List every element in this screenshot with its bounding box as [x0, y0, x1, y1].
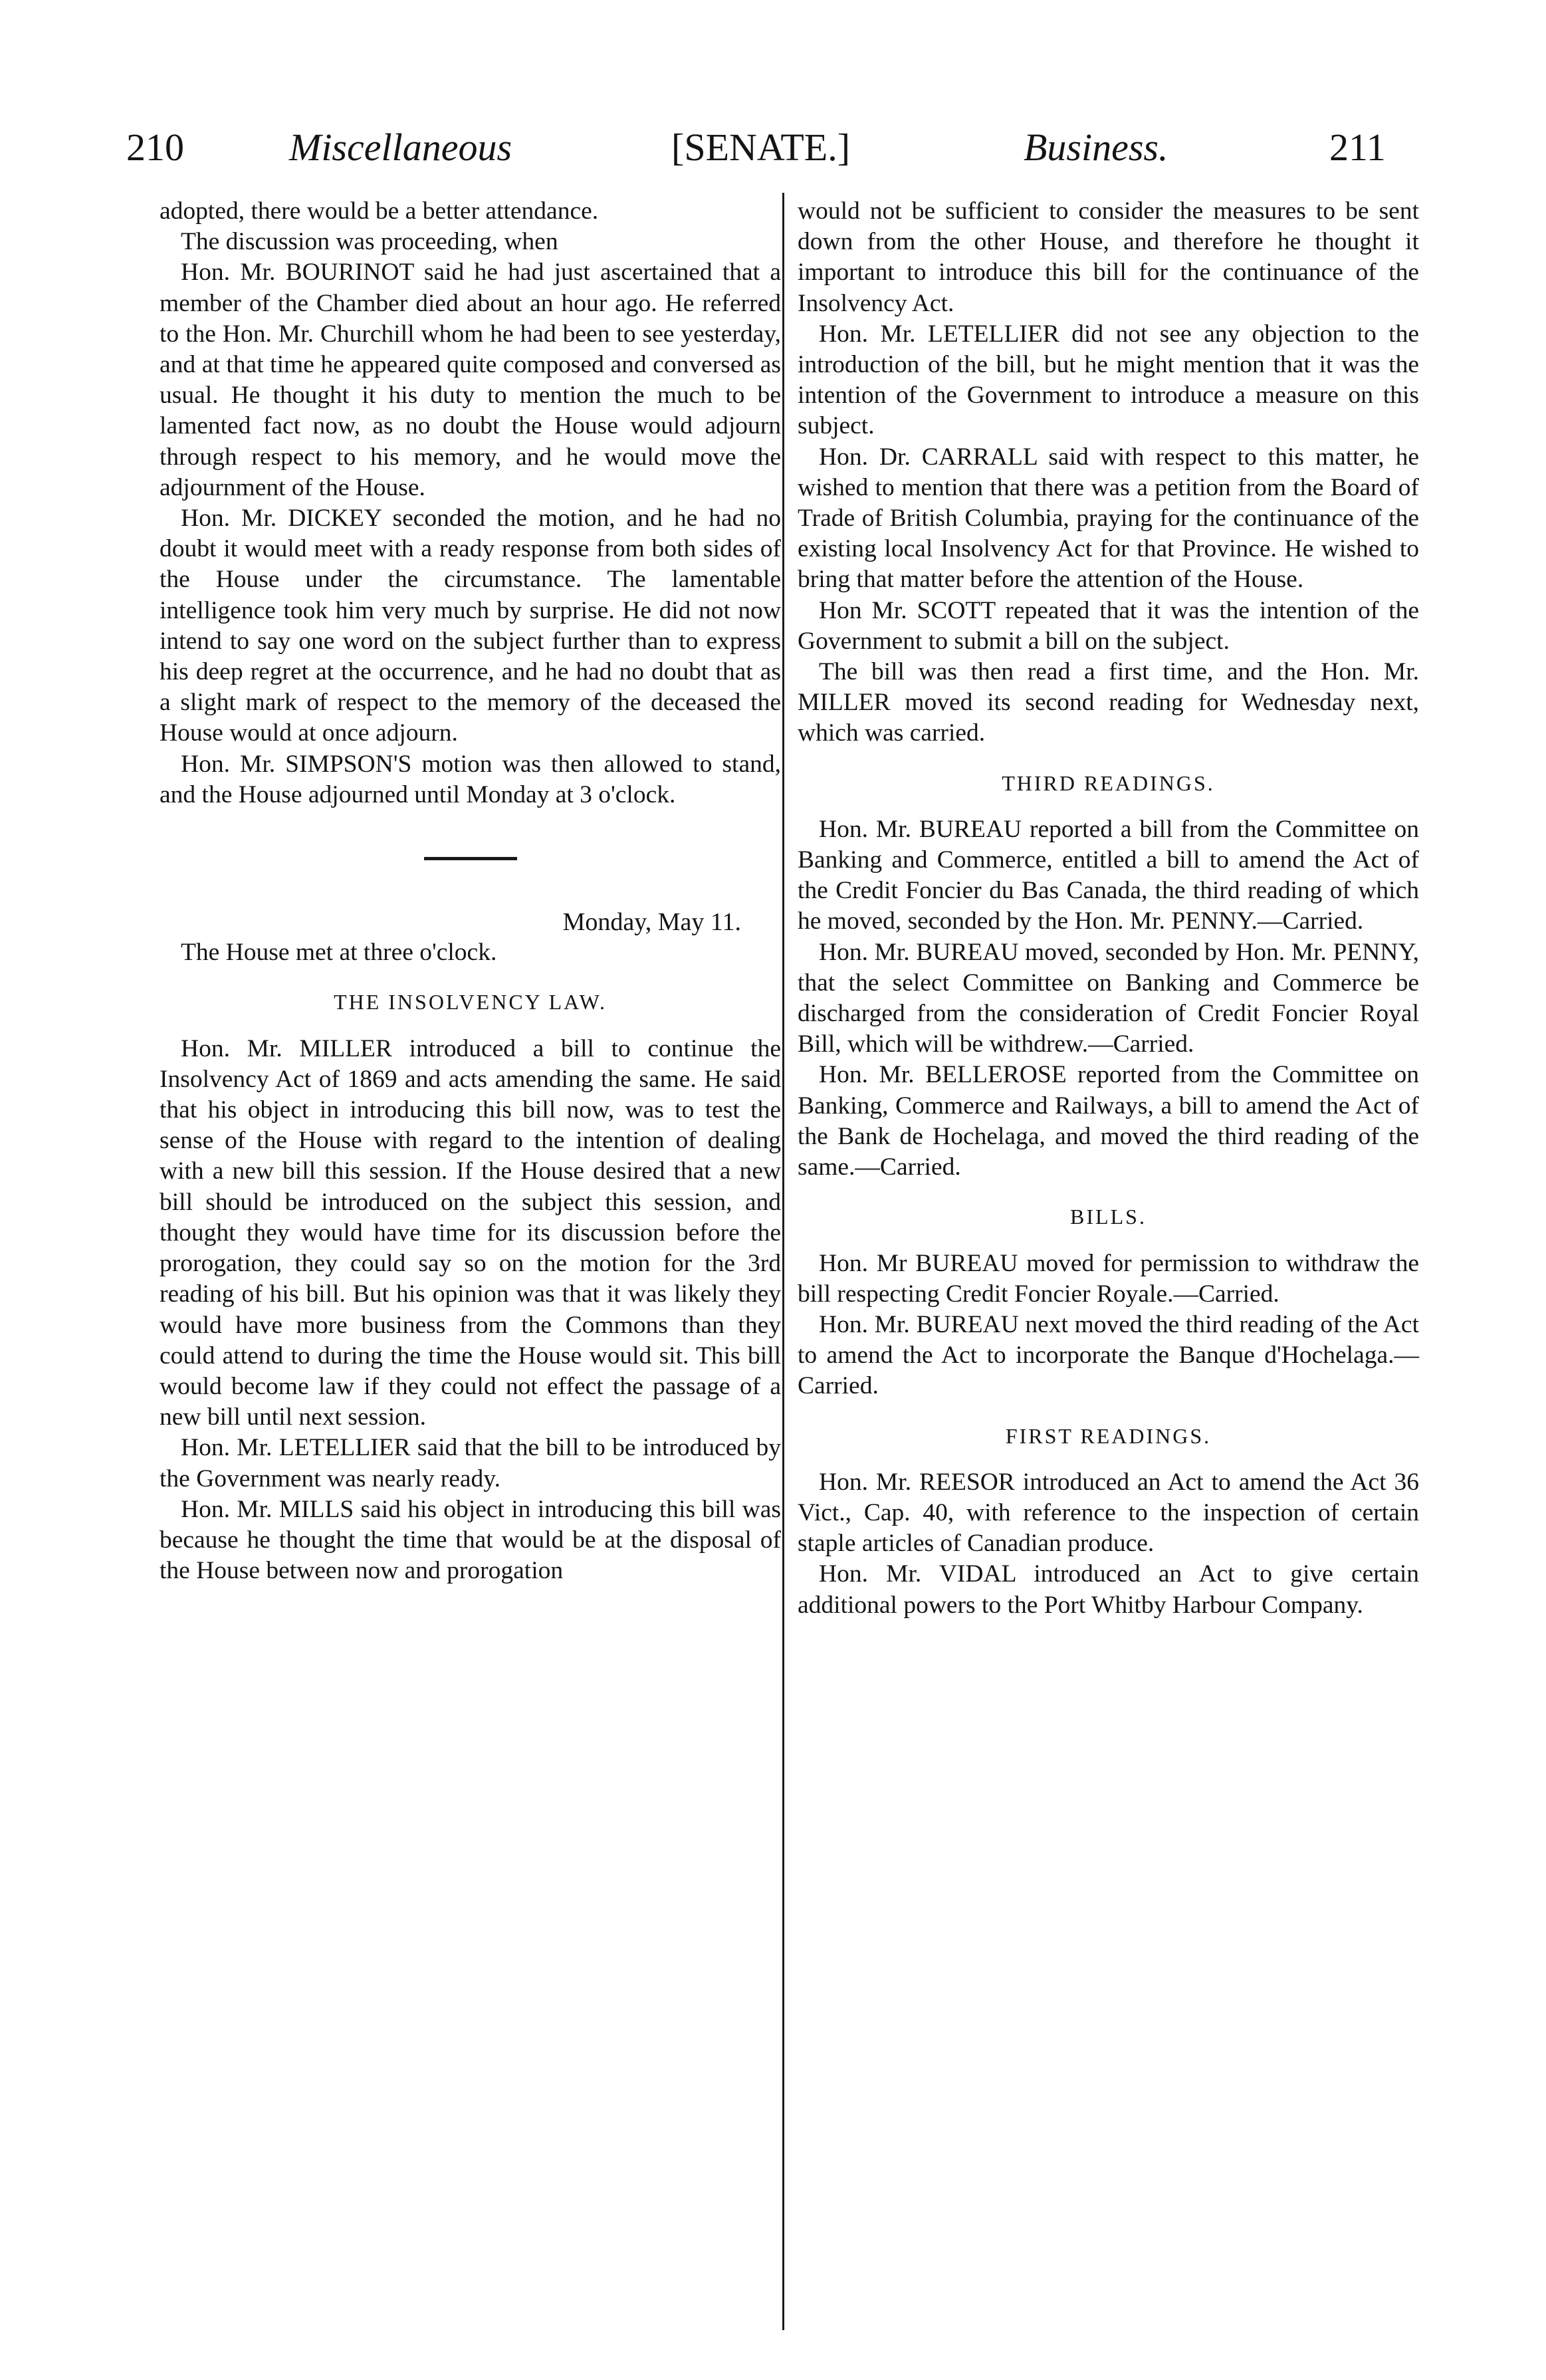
page-number-right: 211	[1329, 126, 1386, 169]
section-heading: FIRST READINGS.	[1005, 1423, 1212, 1448]
paragraph: Hon. Mr. REESOR introduced an Act to amend the Act 36 Vict., Cap. 40, with reference to the inspection of certain staple articles of Canadian produce.	[798, 1468, 1419, 1558]
paragraph: Hon. Mr. BELLEROSE reported from the Committee on Banking, Commerce and Railways, a bill to amend the Act of the Bank de Hochelaga, and moved the third reading of the same.—Carried.	[798, 1061, 1419, 1181]
paragraph: The House met at three o'clock.	[181, 939, 497, 967]
dateline: Monday, May 11.	[562, 908, 741, 937]
running-header	[126, 125, 1402, 178]
section-divider	[424, 857, 517, 860]
paragraph: Hon. Mr. BOURINOT said he had just ascertained that a member of the Chamber died about an hour ago. He referred to the Hon. Mr. Churchill whom he had been to see yesterday, and at that time he appeared quite composed and conversed as usual. He thought it his duty to mention the much to be lamented fact now, as no doubt the House would adjourn through respect to his memory, and he would move the adjournment of the House.	[160, 259, 781, 501]
paragraph: Hon. Mr. MILLER introduced a bill to continue the Insolvency Act of 1869 and acts amending the same. He said that his object in introducing this bill now, was to test the sense of the House with regard to the intention of dealing with a new bill this session. If the House desired that a new bill should be introduced on the subject this session, and thought they would have time for its discussion before the prorogation, they could say so on the motion for the 3rd reading of his bill. But his opinion was that it was likely they would have more business from the Commons than they could attend to during the time the House would sit. This bill would become law if they could not effect the passage of a new bill until next session.	[160, 1034, 781, 1431]
paragraph: Hon. Mr. VIDAL introduced an Act to give certain additional powers to the Port Whitby Harbour Company.	[798, 1560, 1419, 1619]
paragraph: Hon. Mr. MILLS said his object in introducing this bill was because he thought the time that would be at the disposal of the House between now and prorogation	[160, 1495, 781, 1585]
house-label: [SENATE.]	[671, 126, 851, 169]
section-heading: BILLS.	[1070, 1205, 1147, 1229]
paragraph: Hon. Mr. BUREAU moved, seconded by Hon. Mr. PENNY, that the select Committee on Banking and Commerce be discharged from the consideration of Credit Foncier Royal Bill, which will be withdrew.—Carried.	[798, 938, 1419, 1058]
paragraph: would not be sufficient to consider the measures to be sent down from the other House, and therefore he thought it important to introduce this bill for the continuance of the Insolvency Act.	[798, 197, 1419, 317]
paragraph: adopted, there would be a better attendance.	[160, 197, 599, 225]
column-divider	[782, 193, 784, 2330]
paragraph: The discussion was proceeding, when	[181, 228, 558, 256]
paragraph: Hon Mr. SCOTT repeated that it was the intention of the Government to submit a bill on the subject.	[798, 596, 1419, 655]
paragraph: Hon. Dr. CARRALL said with respect to this matter, he wished to mention that there was a petition from the Board of Trade of British Columbia, praying for the continuance of the existing local Insolvency Act for that Province. He wished to bring that matter before the attention of the House.	[798, 443, 1419, 594]
paragraph: The bill was then read a first time, and the Hon. Mr. MILLER moved its second reading for Wednesday next, which was carried.	[798, 658, 1419, 747]
paragraph: Hon. Mr. LETELLIER did not see any objection to the introduction of the bill, but he might mention that it was the intention of the Government to introduce a measure on this subject.	[798, 320, 1419, 440]
paragraph: Hon. Mr. DICKEY seconded the motion, and he had no doubt it would meet with a ready response from both sides of the House under the circumstance. The lamentable intelligence took him very much by surprise. He did not now intend to say one word on the subject further than to express his deep regret at the occurrence, and he had no doubt that as a slight mark of respect to the memory of the deceased the House would at once adjourn.	[160, 505, 781, 747]
paragraph: Hon. Mr. BUREAU reported a bill from the Committee on Banking and Commerce, entitled a bill to amend the Act of the Credit Foncier du Bas Canada, the third reading of which he moved, seconded by the Hon. Mr. PENNY.—Carried.	[798, 815, 1419, 935]
paragraph: Hon. Mr. BUREAU next moved the third reading of the Act to amend the Act to incorporate the Banque d'Hochelaga.—Carried.	[798, 1310, 1419, 1400]
page-number-left: 210	[126, 126, 184, 169]
section-title-right: Business.	[1024, 126, 1168, 169]
paragraph: Hon. Mr BUREAU moved for permission to withdraw the bill respecting Credit Foncier Royale.—Carried.	[798, 1249, 1419, 1308]
left-column	[160, 196, 781, 1586]
section-heading: THIRD READINGS.	[1002, 771, 1215, 795]
paragraph: Hon. Mr. LETELLIER said that the bill to be introduced by the Government was nearly ready.	[160, 1434, 781, 1492]
right-column	[798, 196, 1419, 1621]
section-heading: THE INSOLVENCY LAW.	[334, 990, 607, 1014]
paragraph: Hon. Mr. SIMPSON'S motion was then allowed to stand, and the House adjourned until Monday at 3 o'clock.	[160, 750, 781, 808]
section-title-left: Miscellaneous	[289, 126, 512, 169]
